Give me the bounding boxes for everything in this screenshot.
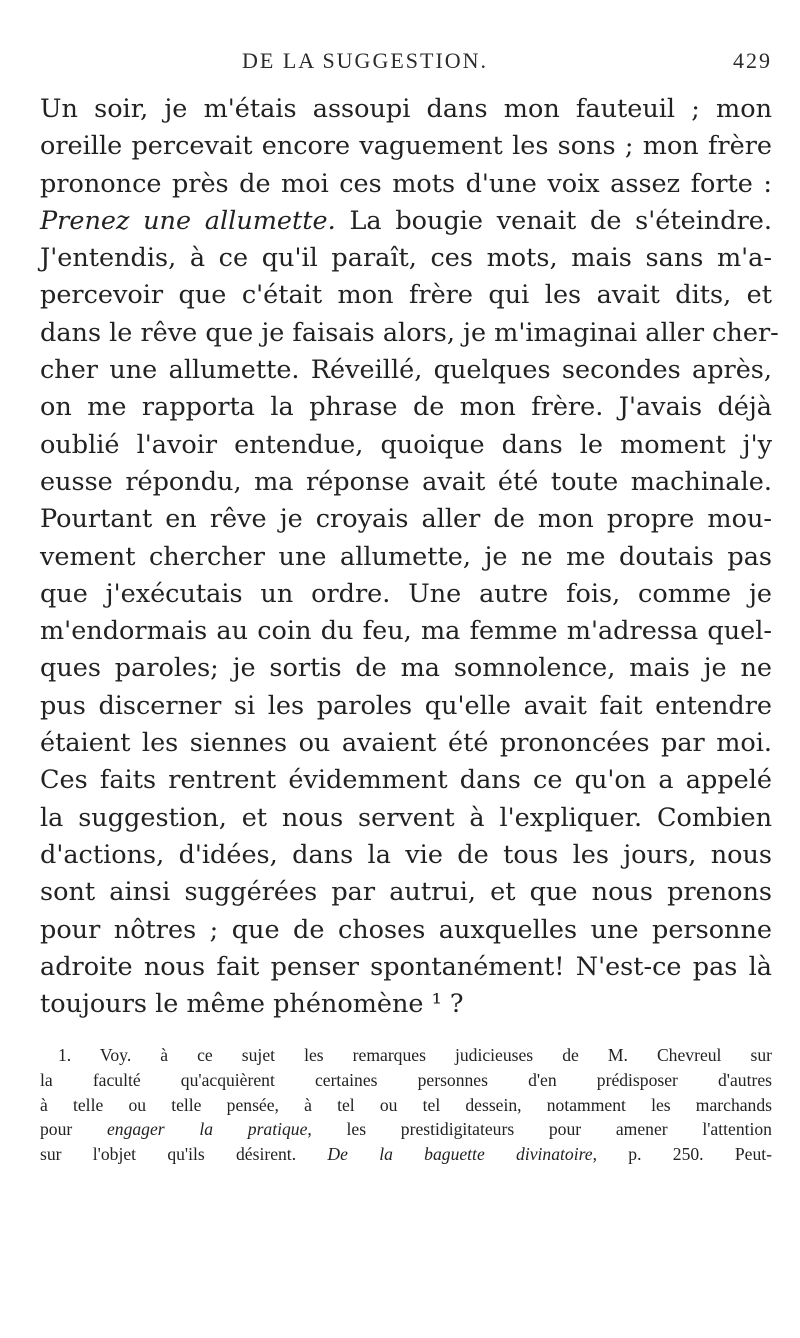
- text-line: cher une allumette. Réveillé, quelques secondes après,: [40, 355, 772, 386]
- text-line: Pourtant en rêve je croyais aller de mon propre mou-: [40, 504, 772, 535]
- footnote-line: [40, 1117, 772, 1142]
- text-line: Un soir, je m'étais assoupi dans mon fauteuil ; mon: [40, 94, 772, 124]
- text-line: oublié l'avoir entendue, quoique dans le moment j'y: [40, 429, 772, 460]
- text-line: adroite nous fait penser spontanément! N'est-ce pas là: [40, 951, 772, 982]
- body-paragraph: [40, 91, 779, 1023]
- text-line: Ces faits rentrent évidemment dans ce qu'on a appelé: [40, 765, 772, 796]
- text-line: pour nôtres ; que de choses auxquelles une personne: [40, 914, 772, 945]
- text-line: vement chercher une allumette, je ne me doutais pas: [40, 541, 772, 572]
- text-line: la suggestion, et nous servent à l'expliquer. Combien: [40, 802, 772, 833]
- text-line: ques paroles; je sortis de ma somnolence, mais je ne: [40, 653, 772, 684]
- text-line: toujours le même phénomène ¹ ?: [40, 989, 464, 1020]
- book-page: [40, 48, 779, 1167]
- italic-phrase: engager la pratique: [106, 1119, 308, 1140]
- text-line: percevoir que c'était mon frère qui les avait dits, et: [40, 280, 772, 311]
- text-line: oreille percevait encore vaguement les sons ; mon frère: [40, 131, 772, 162]
- text-line: sont ainsi suggérées par autrui, et que nous prenons: [40, 877, 772, 908]
- text-line: m'endormais au coin du feu, ma femme m'adressa quel-: [40, 616, 772, 647]
- text-line: étaient les siennes ou avaient été prononcées par moi.: [40, 728, 772, 759]
- text-line: que j'exécutais un ordre. Une autre fois, comme je: [40, 578, 772, 609]
- text-segment: , les prestidigitateurs pour amener l'attention: [307, 1119, 772, 1140]
- text-line: d'actions, d'idées, dans la vie de tous les jours, nous: [40, 839, 772, 870]
- footnote-line: la faculté qu'acquièrent certaines personnes d'en prédisposer d'autres: [40, 1070, 772, 1091]
- text-line: on me rapporta la phrase de mon frère. J'avais déjà: [40, 392, 772, 423]
- running-header: [40, 48, 772, 88]
- text-segment: , p. 250. Peut-: [592, 1144, 773, 1165]
- text-line: prononce près de moi ces mots d'une voix assez forte :: [40, 168, 772, 199]
- footnote-line: [40, 1142, 772, 1167]
- text-line: J'entendis, à ce qu'il paraît, ces mots, mais sans m'a-: [40, 243, 772, 274]
- text-line: [40, 203, 772, 240]
- text-line: pus discerner si les paroles qu'elle avait fait entendre: [40, 690, 772, 721]
- running-title: DE LA SUGGESTION.: [242, 48, 489, 73]
- footnote: [40, 1043, 772, 1166]
- text-line: dans le rêve que je faisais alors, je m'imaginai aller cher-: [40, 317, 779, 348]
- footnote-line: à telle ou telle pensée, à tel ou tel dessein, notamment les marchands: [40, 1094, 772, 1115]
- page-number: 429: [733, 48, 772, 73]
- text-segment: pour: [40, 1119, 107, 1140]
- footnote-line: 1. Voy. à ce sujet les remarques judicieuses de M. Chevreul sur: [58, 1045, 772, 1066]
- text-segment: sur l'objet qu'ils désirent.: [40, 1144, 328, 1165]
- text-segment: La bougie venait de s'éteindre.: [335, 205, 772, 236]
- book-title: De la baguette divinatoire: [327, 1144, 593, 1165]
- text-line: eusse répondu, ma réponse avait été toute machinale.: [40, 466, 772, 497]
- quoted-phrase: Prenez une allumette.: [40, 205, 336, 236]
